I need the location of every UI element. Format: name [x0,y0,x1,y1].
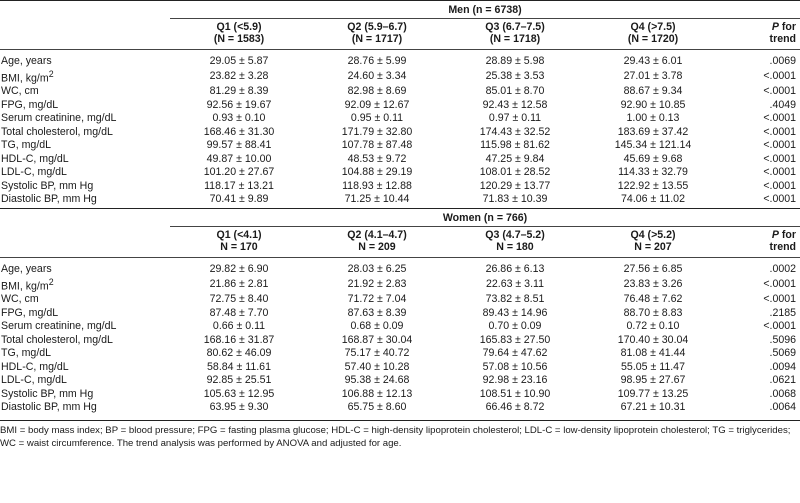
row-label: HDL-C, mg/dL [1,360,69,373]
table-row [0,360,800,374]
men-header-q4: Q4 (>7.5) (N = 1720) [584,19,722,50]
table-row [0,98,800,112]
p-value: .0064 [769,401,797,414]
q2-value: 57.40 ± 10.28 [344,360,410,373]
p-value: .0068 [769,387,797,400]
p-value: .2185 [769,306,797,319]
men-section [0,1,800,209]
q4-value: 23.83 ± 3.26 [623,278,683,291]
table-row [0,125,800,139]
q3-value: 66.46 ± 8.72 [485,401,545,414]
table-row [0,112,800,126]
table-row [0,50,800,69]
q4-value: 55.05 ± 11.47 [621,360,685,373]
row-label: Total cholesterol, mg/dL [1,125,113,138]
row-label: FPG, mg/dL [1,98,59,111]
p-value: .4049 [769,98,797,111]
q1-value: 49.87 ± 10.00 [206,152,272,165]
table-row [0,179,800,193]
q4-value: 114.33 ± 32.79 [618,166,688,179]
row-label: FPG, mg/dL [1,306,59,319]
p-value: <.0001 [763,179,797,192]
p-value: <.0001 [763,278,797,291]
q3-value: 115.98 ± 81.62 [480,139,550,152]
q1-value: 70.41 ± 9.89 [209,193,269,206]
q4-value: 27.01 ± 3.78 [623,70,683,83]
q2-value: 171.79 ± 32.80 [341,125,413,138]
q1-value: 29.05 ± 5.87 [209,54,269,67]
q3-value: 92.43 ± 12.58 [482,98,548,111]
q4-value: 27.56 ± 6.85 [623,262,683,275]
table-row [0,333,800,347]
row-label: WC, cm [1,293,39,306]
row-label: LDL-C, mg/dL [1,374,67,387]
p-value: <.0001 [763,112,797,125]
table-row [0,387,800,401]
p-value: <.0001 [763,152,797,165]
q1-value: 168.16 ± 31.87 [203,333,275,346]
q2-value: 104.88 ± 29.19 [341,166,413,179]
q1-value: 29.82 ± 6.90 [209,262,269,275]
q4-value: 81.08 ± 41.44 [620,347,686,360]
row-label: Systolic BP, mm Hg [1,387,94,400]
row-label: BMI, $kg/m^2$ [1,277,54,293]
p-value: <.0001 [763,293,797,306]
p-value: .0002 [769,262,797,275]
q2-value: 28.76 ± 5.99 [347,54,407,67]
men-header-ptrend: P for trend [722,19,800,50]
q3-value: 22.63 ± 3.11 [485,278,545,291]
women-header-q3: Q3 (4.7–5.2) N = 180 [446,227,584,258]
q1-value: 92.85 ± 25.51 [206,374,272,387]
q1-value: 118.17 ± 13.21 [204,179,274,192]
q3-value: 108.01 ± 28.52 [479,166,551,179]
q4-value: 170.40 ± 30.04 [617,333,689,346]
row-label: Diastolic BP, mm Hg [1,401,97,414]
q1-value: 105.63 ± 12.95 [203,387,275,400]
q2-value: 87.63 ± 8.39 [347,306,407,319]
q2-value: 21.92 ± 2.83 [347,278,407,291]
row-label: Diastolic BP, mm Hg [1,193,97,206]
table-row [0,320,800,334]
row-label: TG, mg/dL [1,347,52,360]
q3-value: 73.82 ± 8.51 [485,293,545,306]
women-header-q2: Q2 (4.1–4.7) N = 209 [308,227,446,258]
q1-value: 81.29 ± 8.39 [209,85,269,98]
q2-value: 107.78 ± 87.48 [341,139,413,152]
q1-value: 58.84 ± 11.61 [207,360,271,373]
row-label: HDL-C, mg/dL [1,152,69,165]
row-label: Serum creatinine, mg/dL [1,112,117,125]
q3-value: 71.83 ± 10.39 [482,193,548,206]
q3-value: 108.51 ± 10.90 [479,387,551,400]
p-value: <.0001 [763,166,797,179]
q3-value: 85.01 ± 8.70 [485,85,545,98]
women-header-ptrend: P for trend [722,227,800,258]
q3-value: 28.89 ± 5.98 [485,54,545,67]
q4-value: 98.95 ± 27.67 [620,374,686,387]
q4-value: 0.72 ± 0.10 [626,320,680,333]
table-row [0,152,800,166]
q3-value: 0.97 ± 0.11 [488,112,542,125]
q2-value: 106.88 ± 12.13 [341,387,413,400]
q3-value: 57.08 ± 10.56 [482,360,548,373]
table-row [0,347,800,361]
q4-value: 92.90 ± 10.85 [620,98,686,111]
q2-value: 118.93 ± 12.88 [342,179,412,192]
men-group-title: Men (n = 6738) [170,1,800,19]
p-value: <.0001 [763,85,797,98]
q4-value: 109.77 ± 13.25 [617,387,689,400]
men-header-q2: Q2 (5.9–6.7) (N = 1717) [308,19,446,50]
p-value: .5069 [769,347,797,360]
q1-value: 23.82 ± 3.28 [209,70,269,83]
q2-value: 71.25 ± 10.44 [344,193,410,206]
q1-value: 72.75 ± 8.40 [209,293,269,306]
p-value: .0621 [769,374,797,387]
q2-value: 95.38 ± 24.68 [344,374,410,387]
q4-value: 88.70 ± 8.83 [623,306,683,319]
q4-value: 122.92 ± 13.55 [617,179,689,192]
q3-value: 79.64 ± 47.62 [482,347,548,360]
row-label: TG, mg/dL [1,139,52,152]
q4-value: 74.06 ± 11.02 [621,193,685,206]
q3-value: 26.86 ± 6.13 [485,262,545,275]
p-value: .0069 [769,54,797,67]
men-header-q3: Q3 (6.7–7.5) (N = 1718) [446,19,584,50]
p-value: <.0001 [763,139,797,152]
q1-value: 99.57 ± 88.41 [206,139,272,152]
table-row [0,258,800,277]
q2-value: 28.03 ± 6.25 [347,262,407,275]
p-value: .5096 [769,333,797,346]
q1-value: 101.20 ± 27.67 [203,166,275,179]
q2-value: 168.87 ± 30.04 [341,333,413,346]
q3-value: 0.70 ± 0.09 [488,320,542,333]
table-row [0,68,800,85]
p-value: <.0001 [763,320,797,333]
table-row [0,374,800,388]
women-header-q4: Q4 (>5.2) N = 207 [584,227,722,258]
men-header-q1: Q1 (<5.9) (N = 1583) [170,19,308,50]
table-row [0,166,800,180]
q2-value: 0.68 ± 0.09 [350,320,404,333]
q3-value: 25.38 ± 3.53 [485,70,545,83]
q3-value: 89.43 ± 14.96 [482,306,548,319]
q4-value: 183.69 ± 37.42 [617,125,689,138]
q2-value: 71.72 ± 7.04 [347,293,407,306]
p-value: <.0001 [763,125,797,138]
q2-value: 0.95 ± 0.11 [350,112,404,125]
p-value: <.0001 [763,193,797,206]
table-row [0,85,800,99]
q4-value: 67.21 ± 10.31 [620,401,686,414]
q3-value: 92.98 ± 23.16 [482,374,548,387]
row-label: WC, cm [1,85,39,98]
row-label: Total cholesterol, mg/dL [1,333,113,346]
q2-value: 75.17 ± 40.72 [344,347,410,360]
q3-value: 120.29 ± 13.77 [479,179,551,192]
q2-value: 82.98 ± 8.69 [347,85,407,98]
q2-value: 65.75 ± 8.60 [347,401,407,414]
women-header-row [0,227,800,258]
row-label: Systolic BP, mm Hg [1,179,94,192]
table-row [0,306,800,320]
women-group-title: Women (n = 766) [170,209,800,227]
row-label: LDL-C, mg/dL [1,166,67,179]
table-row [0,193,800,209]
q1-value: 87.48 ± 7.70 [209,306,269,319]
row-label: Age, years [1,262,52,275]
p-value: .0094 [769,360,797,373]
q1-value: 21.86 ± 2.81 [209,278,269,291]
q4-value: 1.00 ± 0.13 [626,112,680,125]
q4-value: 76.48 ± 7.62 [623,293,683,306]
q2-value: 24.60 ± 3.34 [347,70,407,83]
q4-value: 145.34 ± 121.14 [614,139,692,152]
q3-value: 174.43 ± 32.52 [479,125,551,138]
q2-value: 48.53 ± 9.72 [347,152,407,165]
q2-value: 92.09 ± 12.67 [344,98,410,111]
q4-value: 45.69 ± 9.68 [623,152,683,165]
q4-value: 29.43 ± 6.01 [623,54,683,67]
table-row [0,276,800,293]
p-value: <.0001 [763,70,797,83]
table-footnote: BMI = body mass index; BP = blood pressure; FPG = fasting plasma glucose; HDL-C = high-density lipoprotein cholesterol; LDL-C = low-density lipoprotein cholesterol; TG = triglycerides; WC = waist circumference. The trend analysis was performed by ANOVA and adjusted for age. [0,420,800,450]
q1-value: 168.46 ± 31.30 [203,125,275,138]
q1-value: 0.66 ± 0.11 [212,320,266,333]
women-section [0,209,800,417]
q1-value: 92.56 ± 19.67 [206,98,272,111]
table-row [0,401,800,417]
q3-value: 165.83 ± 27.50 [479,333,551,346]
q1-value: 0.93 ± 0.10 [212,112,266,125]
row-label: Age, years [1,54,52,67]
men-header-row [0,19,800,50]
q4-value: 88.67 ± 9.34 [623,85,683,98]
table-row [0,139,800,153]
q1-value: 80.62 ± 46.09 [206,347,272,360]
row-label: Serum creatinine, mg/dL [1,320,117,333]
q1-value: 63.95 ± 9.30 [209,401,269,414]
q3-value: 47.25 ± 9.84 [485,152,545,165]
row-label: BMI, $kg/m^2$ [1,69,54,85]
table-row [0,293,800,307]
women-header-q1: Q1 (<4.1) N = 170 [170,227,308,258]
